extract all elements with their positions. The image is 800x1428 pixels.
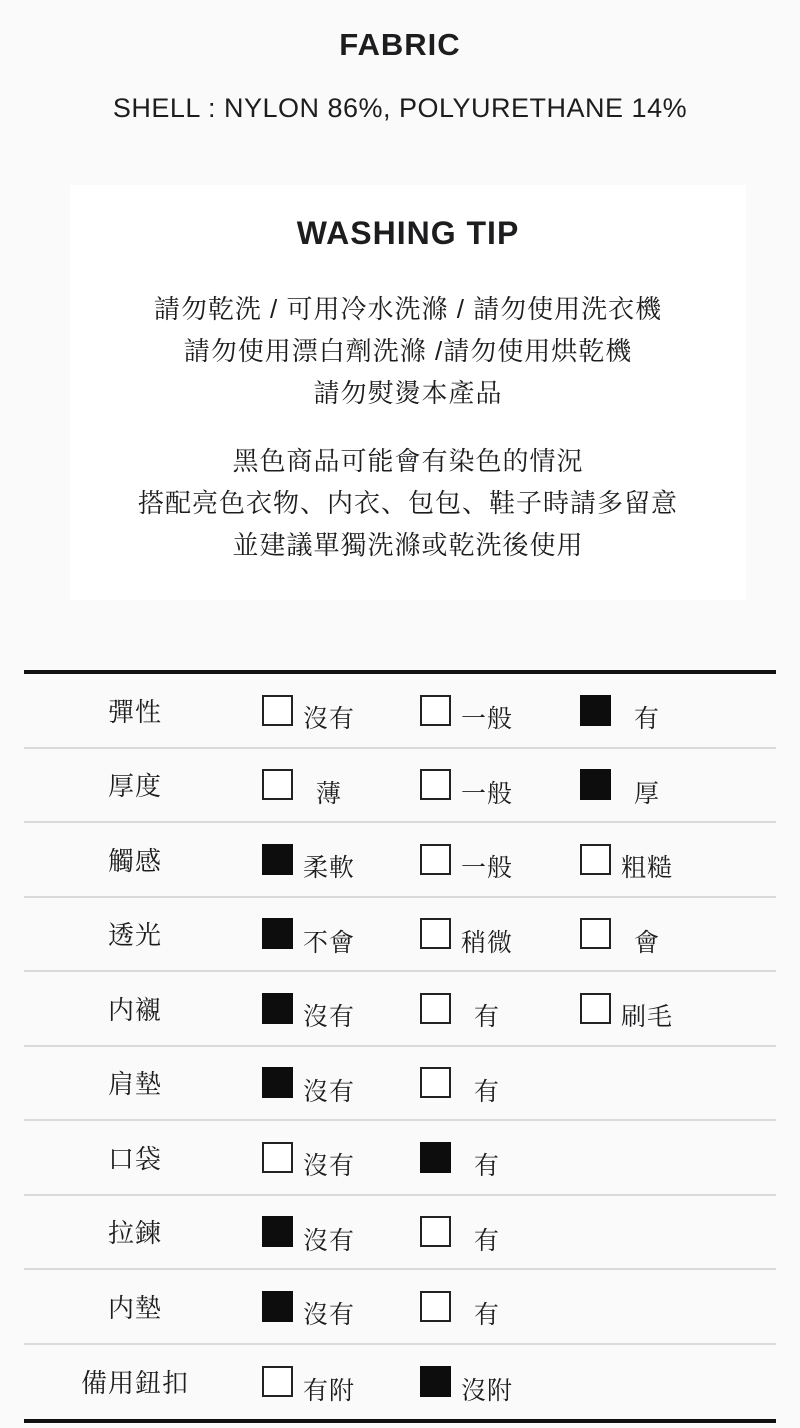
option (420, 1047, 523, 1120)
washing-note-line: 黑色商品可能會有染色的情況 (232, 446, 584, 476)
option-label: 有 (473, 1301, 500, 1330)
checkbox-icon (420, 993, 451, 1024)
checkbox-icon (420, 1291, 451, 1322)
checkbox-icon (420, 695, 451, 726)
checkbox-icon (420, 844, 451, 875)
table-row-thickness (24, 749, 776, 824)
option (420, 898, 523, 971)
option (420, 1345, 523, 1420)
option (262, 674, 365, 747)
checkbox-icon (262, 1291, 293, 1322)
checkbox-icon (420, 1067, 451, 1098)
option-label: 沒有 (302, 1301, 355, 1330)
option (420, 1196, 523, 1269)
checkbox-icon (420, 918, 451, 949)
option-label: 沒有 (302, 1077, 355, 1106)
checkbox-icon (262, 1216, 293, 1247)
fabric-section-title: FABRIC (339, 27, 461, 62)
option (580, 972, 683, 1045)
row-label: 彈性 (107, 696, 162, 727)
option (262, 1345, 365, 1420)
table-row-spare-buttons (24, 1345, 776, 1420)
checkbox-icon (580, 695, 611, 726)
option-label: 沒有 (302, 1152, 355, 1181)
option (262, 1047, 365, 1120)
checkbox-icon (262, 1142, 293, 1173)
option-label: 柔軟 (302, 854, 355, 883)
table-row-zipper (24, 1196, 776, 1271)
row-label: 内墊 (107, 1292, 162, 1323)
option (580, 674, 683, 747)
option (580, 823, 683, 896)
option-label: 沒有 (302, 705, 355, 734)
option-label: 一般 (460, 779, 513, 808)
washing-tip-title: WASHING TIP (296, 215, 520, 251)
row-label: 厚度 (107, 771, 162, 802)
option-label: 有 (473, 1077, 500, 1106)
option (262, 972, 365, 1045)
option-label: 有 (473, 1152, 500, 1181)
option (262, 823, 365, 896)
row-label: 備用鈕扣 (80, 1368, 189, 1399)
row-label: 拉鍊 (107, 1218, 162, 1249)
row-label: 觸感 (107, 845, 162, 876)
option (420, 823, 523, 896)
checkbox-icon (420, 1142, 451, 1173)
option (262, 898, 365, 971)
table-row-padding (24, 1270, 776, 1345)
option (262, 1121, 365, 1194)
option-label: 厚 (633, 779, 660, 808)
option (580, 898, 683, 971)
fabric-composition: SHELL : NYLON 86%, POLYURETHANE 14% (112, 93, 688, 123)
table-row-touch (24, 823, 776, 898)
option-label: 有附 (302, 1376, 355, 1405)
option-label: 粗糙 (620, 854, 673, 883)
option (420, 674, 523, 747)
option (420, 749, 523, 822)
checkbox-icon (420, 1366, 451, 1397)
checkbox-icon (580, 769, 611, 800)
checkbox-icon (262, 695, 293, 726)
checkbox-icon (262, 844, 293, 875)
option-label: 會 (633, 928, 660, 957)
checkbox-icon (420, 769, 451, 800)
checkbox-icon (580, 844, 611, 875)
attribute-table (24, 670, 776, 1423)
option-label: 有 (473, 1226, 500, 1255)
washing-note-line: 並建議單獨洗滌或乾洗後使用 (232, 530, 584, 560)
washing-notes (70, 440, 746, 566)
checkbox-icon (262, 1067, 293, 1098)
checkbox-icon (420, 1216, 451, 1247)
option-label: 稍微 (460, 928, 513, 957)
option (262, 1270, 365, 1343)
option-label: 有 (633, 705, 660, 734)
option (262, 749, 365, 822)
option-label: 薄 (315, 779, 342, 808)
checkbox-icon (262, 993, 293, 1024)
option (420, 972, 523, 1045)
table-row-translucency (24, 898, 776, 973)
option-label: 刷毛 (620, 1003, 673, 1032)
option-label: 沒有 (302, 1003, 355, 1032)
row-label: 内襯 (107, 994, 162, 1025)
washing-instruction-line: 請勿使用漂白劑洗滌 /請勿使用烘乾機 (183, 336, 633, 366)
table-row-lining (24, 972, 776, 1047)
option (262, 1196, 365, 1269)
checkbox-icon (262, 769, 293, 800)
washing-instruction-line: 請勿熨燙本產品 (313, 378, 503, 408)
washing-note-line: 搭配亮色衣物、内衣、包包、鞋子時請多留意 (137, 488, 678, 518)
checkbox-icon (262, 1366, 293, 1397)
option-label: 有 (473, 1003, 500, 1032)
washing-tip-panel (70, 185, 746, 600)
checkbox-icon (580, 993, 611, 1024)
row-label: 口袋 (107, 1143, 162, 1174)
option (420, 1270, 523, 1343)
option (580, 749, 683, 822)
washing-instruction-line: 請勿乾洗 / 可用冷水洗滌 / 請勿使用洗衣機 (153, 294, 663, 324)
row-label: 肩墊 (107, 1069, 162, 1100)
option-label: 沒有 (302, 1226, 355, 1255)
option (420, 1121, 523, 1194)
table-row-shoulder-pads (24, 1047, 776, 1122)
table-row-elasticity (24, 674, 776, 749)
checkbox-icon (262, 918, 293, 949)
table-row-pockets (24, 1121, 776, 1196)
option-label: 一般 (460, 854, 513, 883)
option-label: 一般 (460, 705, 513, 734)
option-label: 沒附 (460, 1376, 513, 1405)
row-label: 透光 (107, 920, 162, 951)
option-label: 不會 (302, 928, 355, 957)
washing-instructions (70, 288, 746, 414)
checkbox-icon (580, 918, 611, 949)
